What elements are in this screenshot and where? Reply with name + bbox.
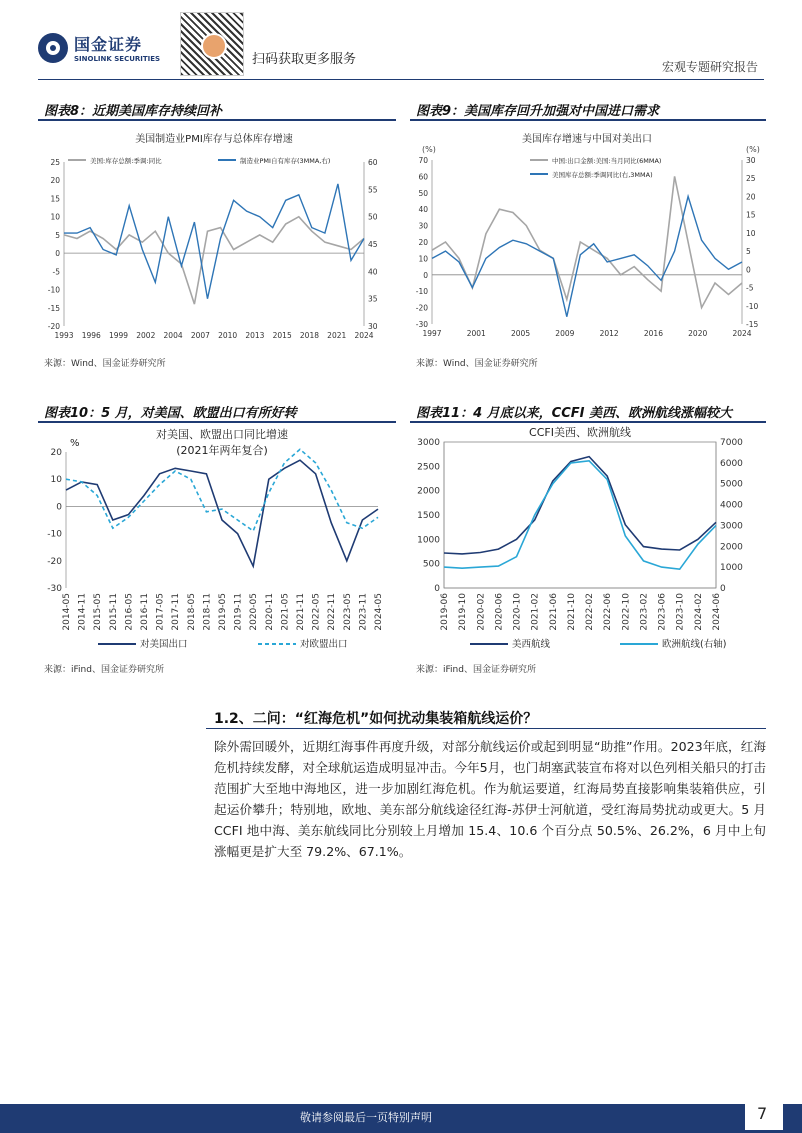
brand-name-cn: 国金证券 bbox=[74, 35, 143, 54]
fig10-ytick-label: -20 bbox=[47, 556, 62, 567]
fig11-ytick-right-label: 6000 bbox=[720, 458, 743, 469]
fig10-xtick-label: 2016-11 bbox=[140, 593, 150, 631]
fig10-ytick-label: 20 bbox=[50, 448, 62, 458]
fig9-ytick-right-label: 25 bbox=[746, 174, 756, 184]
section-rule bbox=[206, 728, 766, 729]
fig9-series-line-2 bbox=[432, 196, 742, 316]
brand-logo bbox=[38, 32, 160, 63]
fig8-xtick-label: 1999 bbox=[108, 331, 129, 340]
fig10-xtick-label: 2023-11 bbox=[358, 593, 369, 631]
scan-prompt: 扫码获取更多服务 bbox=[252, 52, 357, 67]
fig11-xtick-label: 2020-10 bbox=[512, 593, 523, 631]
fig9-ytick-label: -20 bbox=[415, 303, 428, 313]
fig9-xtick-label: 1997 bbox=[422, 329, 442, 338]
fig10-xtick-label: 2020-11 bbox=[264, 593, 275, 631]
brand-logo-icon bbox=[38, 33, 68, 63]
fig9-ytick-right-label: 0 bbox=[746, 265, 751, 275]
fig8-ytick-right-label: 50 bbox=[368, 212, 378, 222]
fig10-series-line-1 bbox=[66, 460, 378, 566]
fig11-xtick-label: 2024-06 bbox=[712, 593, 722, 631]
fig8-ytick-right-label: 55 bbox=[368, 185, 378, 195]
fig10-unit-label: % bbox=[70, 438, 80, 449]
fig8-xtick-label: 2002 bbox=[136, 331, 156, 340]
fig9-unit-left: (%) bbox=[422, 145, 436, 154]
fig9-ytick-label: 30 bbox=[418, 221, 428, 231]
fig11-title: 图表11：4 月底以来，CCFI 美西、欧洲航线涨幅较大 bbox=[416, 406, 732, 421]
fig10-xtick-label: 2017-05 bbox=[155, 593, 166, 631]
fig8-ytick-label: -5 bbox=[52, 267, 60, 277]
fig8-ytick-label: -20 bbox=[47, 322, 60, 331]
section-paragraph: 除外需回暖外，近期红海事件再度升级，对部分航线运价或起到明显“助推”作用。2023年底，红海危机持续发酵，对全球航运造成明显冲击。今年5月，也门胡塞武装宣布将对以色列相关船只的打击范围扩大至地中海地区，进一步加剧红海危机。作为航运要道，红海局势直接影响集装箱供应，引起运价攀升；特别地，欧地、美东部分航线途径红海-苏伊士河航道，受红海局势扰动或更大。5 月 CCFI 地中海、美东航线同比分别较上月增加 15.4、10.6 个百分点 50.5%、26.2%，6 月中上旬涨幅更是扩大至 79.2%、67.1%。 bbox=[214, 739, 766, 859]
fig10-xtick-label: 2014-05 bbox=[62, 593, 72, 631]
fig10-title: 图表10：5 月，对美国、欧盟出口有所好转 bbox=[44, 406, 297, 421]
fig8-xtick-label: 2010 bbox=[218, 331, 238, 340]
fig8-ytick-label: 20 bbox=[50, 176, 60, 186]
fig9-ytick-right-label: -15 bbox=[746, 320, 759, 329]
fig11-ytick-right-label: 3000 bbox=[720, 521, 743, 532]
fig11-xtick-label: 2021-02 bbox=[530, 593, 541, 631]
fig11-xtick-label: 2023-06 bbox=[657, 593, 668, 631]
fig8-ytick-right-label: 45 bbox=[368, 240, 378, 249]
fig9-ytick-label: 0 bbox=[423, 270, 428, 280]
fig9-chart bbox=[410, 124, 766, 348]
fig8-series-line-2 bbox=[64, 184, 364, 299]
fig11-ytick-right-label: 1000 bbox=[720, 563, 743, 574]
header-divider bbox=[38, 79, 764, 80]
fig10-chart bbox=[38, 424, 396, 652]
fig11-ytick-right-label: 5000 bbox=[720, 479, 743, 490]
section-title: 1.2、二问：“红海危机”如何扰动集装箱航线运价？ bbox=[214, 711, 538, 727]
fig8-ytick-label: 25 bbox=[50, 158, 60, 167]
fig8-ytick-right-label: 60 bbox=[368, 158, 378, 167]
qr-code-icon[interactable] bbox=[180, 12, 244, 76]
fig10-xtick-label: 2020-05 bbox=[249, 593, 260, 631]
fig9-xtick-label: 2001 bbox=[466, 329, 486, 338]
fig10-title-rule bbox=[38, 421, 396, 423]
fig11-series-line-1 bbox=[444, 457, 716, 554]
fig11-xtick-label: 2019-10 bbox=[458, 593, 469, 631]
fig8-xtick-label: 1996 bbox=[81, 331, 101, 340]
fig10-xtick-label: 2021-05 bbox=[280, 593, 291, 631]
fig8-xtick-label: 2015 bbox=[272, 331, 292, 340]
fig8-chart bbox=[38, 124, 396, 348]
fig9-source: 来源：Wind、国金证券研究所 bbox=[416, 359, 538, 369]
fig9-ytick-label: -10 bbox=[415, 287, 428, 297]
fig11-ytick-right-label: 7000 bbox=[720, 438, 743, 448]
fig11-chart bbox=[410, 424, 766, 652]
fig9-ytick-right-label: 5 bbox=[746, 247, 751, 257]
fig10-chart-subtitle: (2021年两年复合) bbox=[176, 444, 268, 457]
fig11-xtick-label: 2024-02 bbox=[693, 593, 704, 631]
fig11-xtick-label: 2023-02 bbox=[639, 593, 650, 631]
fig8-ytick-label: 0 bbox=[55, 249, 60, 259]
fig10-xtick-label: 2019-11 bbox=[233, 593, 244, 631]
fig11-xtick-label: 2022-10 bbox=[621, 593, 632, 631]
fig8-xtick-label: 1993 bbox=[54, 331, 74, 340]
fig9-legend-label: 美国库存总额:季调同比(右,3MMA) bbox=[552, 171, 653, 179]
fig9-xtick-label: 2009 bbox=[555, 329, 575, 338]
fig11-ytick-label: 1000 bbox=[417, 535, 440, 546]
fig10-xtick-label: 2021-11 bbox=[296, 593, 306, 631]
fig10-ytick-label: 0 bbox=[56, 502, 62, 513]
footer-disclaimer[interactable]: 敬请参阅最后一页特别声明 bbox=[300, 1111, 432, 1124]
fig9-xtick-label: 2012 bbox=[599, 329, 619, 338]
document-type: 宏观专题研究报告 bbox=[661, 60, 758, 74]
fig9-chart-title: 美国库存增速与中国对美出口 bbox=[522, 134, 652, 145]
fig8-chart-title: 美国制造业PMI库存与总体库存增速 bbox=[135, 134, 293, 145]
fig10-xtick-label: 2017-11 bbox=[171, 593, 182, 631]
fig11-ytick-right-label: 2000 bbox=[720, 542, 743, 553]
fig10-xtick-label: 2015-05 bbox=[93, 593, 104, 631]
fig9-ytick-right-label: 20 bbox=[746, 192, 756, 202]
fig9-ytick-right-label: -5 bbox=[746, 283, 754, 293]
fig9-legend-label: 中国:出口金额:美国:当月同比(6MMA) bbox=[552, 157, 662, 165]
fig8-ytick-label: -15 bbox=[47, 303, 60, 313]
fig11-ytick-label: 1500 bbox=[417, 511, 440, 521]
fig11-series-line-2 bbox=[444, 461, 716, 569]
fig8-series-line-1 bbox=[64, 217, 364, 304]
fig9-xtick-label: 2020 bbox=[688, 329, 708, 338]
fig9-xtick-label: 2016 bbox=[643, 329, 663, 338]
fig9-ytick-label: 60 bbox=[418, 172, 428, 182]
fig9-ytick-right-label: 30 bbox=[746, 156, 756, 165]
fig8-ytick-right-label: 30 bbox=[368, 322, 378, 331]
page-number: 7 bbox=[757, 1104, 768, 1123]
fig9-title-rule bbox=[410, 119, 766, 121]
fig10-xtick-label: 2022-11 bbox=[327, 593, 338, 631]
fig11-ytick-label: 3000 bbox=[417, 438, 440, 448]
fig8-legend-label: 美国:库存总额:季调:同比 bbox=[90, 157, 162, 165]
fig11-ytick-right-label: 0 bbox=[720, 584, 726, 594]
fig9-ytick-label: 50 bbox=[418, 188, 428, 198]
fig8-ytick-label: 5 bbox=[55, 230, 60, 240]
fig8-xtick-label: 2013 bbox=[245, 331, 265, 340]
fig10-xtick-label: 2016-05 bbox=[124, 593, 135, 631]
fig11-xtick-label: 2020-06 bbox=[494, 593, 505, 631]
fig11-xtick-label: 2023-10 bbox=[675, 593, 686, 631]
fig9-ytick-right-label: 10 bbox=[746, 228, 756, 238]
fig11-xtick-label: 2022-06 bbox=[603, 593, 614, 631]
fig10-xtick-label: 2015-11 bbox=[108, 593, 119, 631]
fig10-xtick-label: 2014-11 bbox=[77, 593, 88, 631]
fig10-ytick-label: -10 bbox=[47, 529, 62, 540]
fig11-xtick-label: 2021-06 bbox=[548, 593, 559, 631]
fig11-source: 来源：iFind、国金证券研究所 bbox=[416, 665, 536, 675]
fig9-ytick-label: 10 bbox=[418, 254, 428, 264]
fig8-xtick-label: 2024 bbox=[354, 331, 374, 340]
fig9-ytick-label: 20 bbox=[418, 238, 428, 247]
fig10-source: 来源：iFind、国金证券研究所 bbox=[44, 665, 164, 675]
fig9-ytick-label: 70 bbox=[418, 156, 428, 165]
fig9-unit-right: (%) bbox=[746, 145, 760, 154]
fig11-xtick-label: 2021-10 bbox=[566, 593, 577, 631]
fig11-xtick-label: 2022-02 bbox=[585, 593, 596, 631]
fig8-title-rule bbox=[38, 119, 396, 121]
fig9-xtick-label: 2024 bbox=[732, 329, 752, 338]
fig11-ytick-label: 2000 bbox=[417, 486, 440, 497]
fig8-ytick-label: 15 bbox=[50, 194, 60, 204]
fig10-legend-label: 对欧盟出口 bbox=[300, 639, 348, 650]
fig10-xtick-label: 2024-05 bbox=[374, 593, 384, 631]
fig10-xtick-label: 2018-05 bbox=[186, 593, 197, 631]
fig8-ytick-label: 10 bbox=[50, 212, 60, 222]
fig8-ytick-label: -10 bbox=[47, 285, 60, 295]
fig10-legend-label: 对美国出口 bbox=[140, 639, 188, 650]
fig11-legend-label: 欧洲航线(右轴) bbox=[662, 639, 727, 650]
fig8-xtick-label: 2021 bbox=[327, 331, 347, 340]
fig9-ytick-label: 40 bbox=[418, 205, 428, 215]
fig8-xtick-label: 2018 bbox=[299, 331, 320, 340]
fig8-legend-label: 制造业PMI自有库存(3MMA,右) bbox=[240, 157, 331, 165]
fig9-ytick-right-label: 15 bbox=[746, 210, 756, 220]
fig11-chart-title: CCFI美西、欧洲航线 bbox=[529, 426, 631, 439]
fig9-ytick-right-label: -10 bbox=[746, 301, 759, 311]
fig10-xtick-label: 2019-05 bbox=[218, 593, 228, 631]
fig11-xtick-label: 2019-06 bbox=[440, 593, 450, 631]
fig10-xtick-label: 2022-05 bbox=[311, 593, 322, 631]
fig10-xtick-label: 2018-11 bbox=[202, 593, 213, 631]
fig8-xtick-label: 2004 bbox=[163, 331, 183, 340]
fig11-ytick-label: 500 bbox=[422, 559, 440, 570]
fig11-xtick-label: 2020-02 bbox=[476, 593, 487, 631]
fig10-ytick-label: 10 bbox=[50, 475, 62, 486]
fig11-ytick-label: 2500 bbox=[417, 462, 440, 473]
fig11-legend-label: 美西航线 bbox=[512, 639, 551, 650]
fig8-xtick-label: 2007 bbox=[190, 331, 210, 340]
fig8-ytick-right-label: 40 bbox=[368, 267, 378, 277]
fig8-title: 图表8：近期美国库存持续回补 bbox=[44, 104, 223, 119]
fig9-xtick-label: 2005 bbox=[511, 329, 531, 338]
fig11-title-rule bbox=[410, 421, 766, 423]
fig10-ytick-label: -30 bbox=[47, 584, 62, 594]
fig8-source: 来源：Wind、国金证券研究所 bbox=[44, 359, 166, 369]
fig11-ytick-right-label: 4000 bbox=[720, 500, 743, 511]
fig9-series-line-1 bbox=[432, 176, 742, 307]
brand-name-en: SINOLINK SECURITIES bbox=[74, 55, 161, 63]
fig9-title: 图表9：美国库存回升加强对中国进口需求 bbox=[416, 104, 660, 119]
fig10-chart-title: 对美国、欧盟出口同比增速 bbox=[156, 428, 288, 441]
fig8-ytick-right-label: 35 bbox=[368, 294, 378, 304]
fig10-xtick-label: 2023-05 bbox=[342, 593, 353, 631]
fig11-ytick-label: 0 bbox=[434, 584, 440, 594]
fig9-ytick-label: -30 bbox=[415, 320, 428, 329]
